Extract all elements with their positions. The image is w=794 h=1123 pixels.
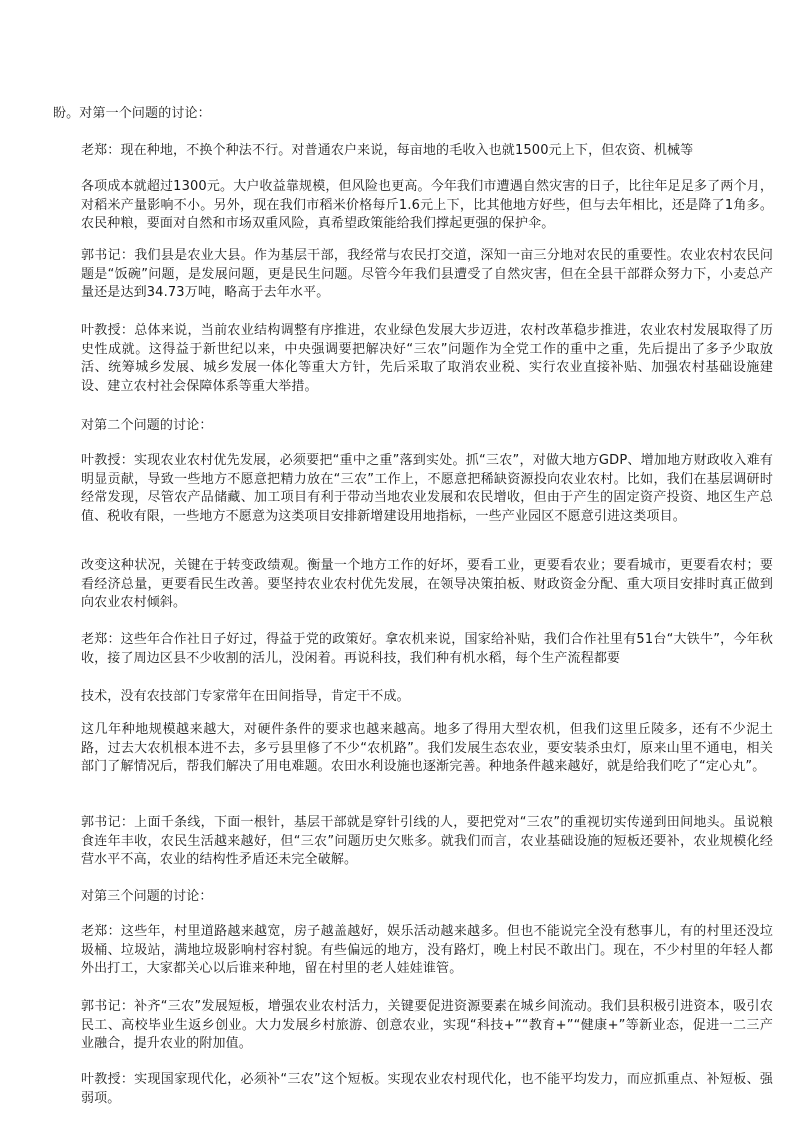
paragraph-scale: 这几年种地规模越来越大，对硬件条件的要求也越来越高。地多了得用大型农机，但我们这里丘陵多，还有不少泥土路，过去大农机根本进不去，多亏县里修了不少“农机路”。我们发展生态农业，要安装杀虫灯，原来山里不通电，相关部门了解情况后，帮我们解决了用电难题。农田水利设施也逐渐完善。种地条件越来越好，就是给我们吃了“定心丸”。 xyxy=(81,722,773,774)
paragraph-intro: 盼。对第一个问题的讨论： xyxy=(53,106,211,121)
paragraph-guo-1: 郭书记：我们县是农业大县。作为基层干部，我经常与农民打交道，深知一亩三分地对农民的重要性。农业农村农民问题是“饭碗”问题，是发展问题，更是民生问题。尽管今年我们县遭受了自然灾害，但在全县干部群众努力下，小麦总产量还是达到34.73万吨，略高于去年水平。 xyxy=(81,248,773,300)
paragraph-laozheng-3: 老郑：这些年，村里道路越来越宽，房子越盖越好，娱乐活动越来越多。但也不能说完全没有愁事儿，有的村里还没垃圾桶、垃圾站，满地垃圾影响村容村貌。有些偏远的地方，没有路灯，晚上村民不敢出门。现在，不少村里的年轻人都外出打工，大家都关心以后谁来种地，留在村里的老人娃娃谁管。 xyxy=(81,924,773,976)
section-heading-2: 对第二个问题的讨论： xyxy=(81,418,213,433)
paragraph-costs: 各项成本就超过1300元。大户收益靠规模，但风险也更高。今年我们市遭遇自然灾害的日子，比往年足足多了两个月，对稻米产量影响不小。另外，现在我们市稻米价格每斤1.6元上下，比其他地方好些，但与去年相比，还是降了1角多。农民种粮，要面对自然和市场双重风险，真希望政策能给我们撑起更强的保护伞。 xyxy=(81,179,773,231)
paragraph-guo-2: 郭书记：上面千条线，下面一根针，基层干部就是穿针引线的人，要把党对“三农”的重视切实传递到田间地头。虽说粮食连年丰收，农民生活越来越好，但“三农”问题历史欠账多。就我们而言，农业基础设施的短板还要补，农业规模化经营水平不高，农业的结构性矛盾还未完全破解。 xyxy=(81,815,773,867)
paragraph-ye-3: 叶教授：实现国家现代化，必须补“三农”这个短板。实现农业农村现代化，也不能平均发力，而应抓重点、补短板、强弱项。 xyxy=(81,1072,773,1106)
paragraph-laozheng-1: 老郑：现在种地，不换个种法不行。对普通农户来说，每亩地的毛收入也就1500元上下，但农资、机械等 xyxy=(81,143,694,158)
section-heading-3: 对第三个问题的讨论： xyxy=(81,889,213,904)
paragraph-tech: 技术，没有农技部门专家常年在田间指导，肯定干不成。 xyxy=(81,689,410,704)
paragraph-ye-1: 叶教授：总体来说，当前农业结构调整有序推进，农业绿色发展大步迈进，农村改革稳步推进，农业农村发展取得了历史性成就。这得益于新世纪以来，中央强调要把解决好“三农”问题作为全党工作的重中之重，先后提出了多予少取放活、统筹城乡发展、城乡发展一体化等重大方针，先后采取了取消农业税、实行农业直接补贴、加强农村基础设施建设、建立农村社会保障体系等重大举措。 xyxy=(81,323,773,394)
paragraph-laozheng-2: 老郑：这些年合作社日子好过，得益于党的政策好。拿农机来说，国家给补贴，我们合作社里有51台“大铁牛”，今年秋收，接了周边区县不少收割的活儿，没闲着。再说科技，我们种有机水稻，每个生产流程都要 xyxy=(81,632,773,666)
paragraph-ye-2: 叶教授：实现农业农村优先发展，必须要把“重中之重”落到实处。抓“三农”，对做大地方GDP、增加地方财政收入难有明显贡献，导致一些地方不愿意把精力放在“三农”工作上，不愿意把稀缺资源投向农业农村。比如，我们在基层调研时经常发现，尽管农产品储藏、加工项目有利于带动当地农业发展和农民增收，但由于产生的固定资产投资、地区生产总值、税收有限，一些地方不愿意为这类项目安排新增建设用地指标，一些产业园区不愿意引进这类项目。 xyxy=(81,453,773,524)
paragraph-guo-3: 郭书记：补齐“三农”发展短板，增强农业农村活力，关键要促进资源要素在城乡间流动。我们县积极引进资本，吸引农民工、高校毕业生返乡创业。大力发展乡村旅游、创意农业，实现“科技+”“教育+”“健康+”等新业态，促进一二三产业融合，提升农业的附加值。 xyxy=(81,999,773,1051)
paragraph-reform: 改变这种状况，关键在于转变政绩观。衡量一个地方工作的好坏，要看工业，更要看农业；要看城市，更要看农村；要看经济总量，更要看民生改善。要坚持农业农村优先发展，在领导决策拍板、财政资金分配、重大项目安排时真正做到向农业农村倾斜。 xyxy=(81,558,773,610)
